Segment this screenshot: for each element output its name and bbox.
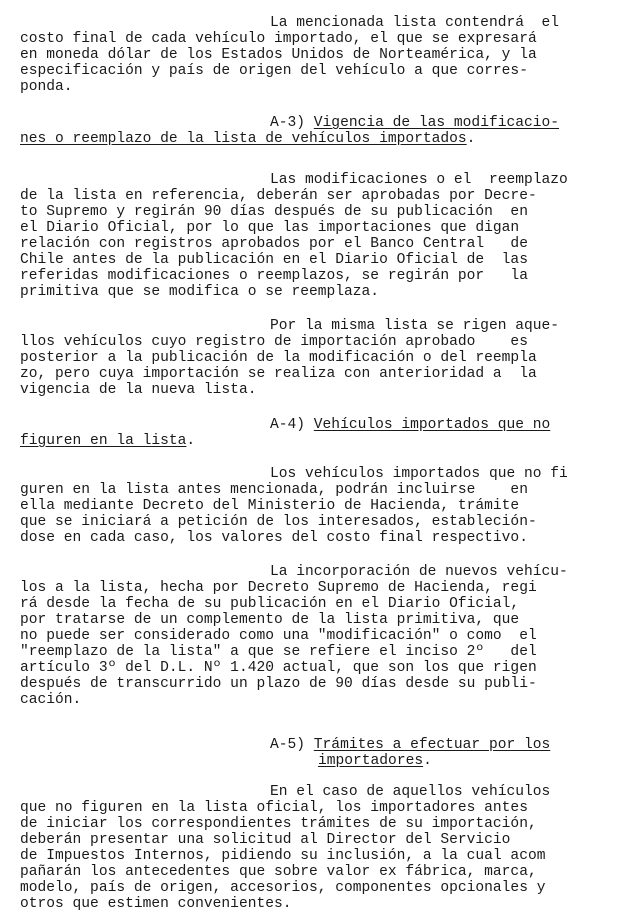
paragraph-line: modelo, país de origen, accesorios, componentes opcionales y	[20, 880, 546, 896]
paragraph-line: rá desde la fecha de su publicación en el Diario Oficial,	[20, 596, 520, 612]
paragraph-line: por tratarse de un complemento de la lista primitiva, que	[20, 612, 520, 628]
paragraph-line: posterior a la publicación de la modificación o del reempla	[20, 350, 537, 366]
paragraph-line: vigencia de la nueva lista.	[20, 382, 257, 398]
section-title-line2: importadores	[318, 753, 424, 769]
section-title-line1: Vigencia de las modificacio-	[313, 115, 560, 131]
paragraph-line: en moneda dólar de los Estados Unidos de Norteamérica, y la	[20, 47, 537, 63]
section-title-line2: nes o reemplazo de la lista de vehículos importados	[20, 131, 467, 147]
paragraph-line: dose en cada caso, los valores del costo final respectivo.	[20, 530, 528, 546]
paragraph-line: llos vehículos cuyo registro de importación aprobado es	[20, 334, 528, 350]
paragraph-line: de Impuestos Internos, pidiendo su inclusión, a la cual acom	[20, 848, 546, 864]
paragraph-line: cación.	[20, 692, 82, 708]
paragraph-line: artículo 3º del D.L. Nº 1.420 actual, que son los que rigen	[20, 660, 537, 676]
paragraph-line: En el caso de aquellos vehículos	[270, 784, 551, 800]
paragraph-line: Chile antes de la publicación en el Diario Oficial de las	[20, 252, 528, 268]
paragraph-line: de iniciar los correspondientes trámites de su importación,	[20, 816, 537, 832]
paragraph-line: no puede ser considerado como una "modificación" o como el	[20, 628, 537, 644]
paragraph-line: los a la lista, hecha por Decreto Supremo de Hacienda, regi	[20, 580, 537, 596]
paragraph-line: deberán presentar una solicitud al Director del Servicio	[20, 832, 511, 848]
paragraph-line: que no figuren en la lista oficial, los importadores antes	[20, 800, 528, 816]
paragraph-line: La mencionada lista contendrá el	[270, 15, 560, 31]
section-number: A-3)	[270, 115, 306, 131]
paragraph-line: que se iniciará a petición de los interesados, estableción-	[20, 514, 537, 530]
section-number: A-5)	[270, 737, 306, 753]
paragraph-line: Por la misma lista se rigen aque-	[270, 318, 560, 334]
paragraph-line: primitiva que se modifica o se reemplaza.	[20, 284, 380, 300]
paragraph-line: costo final de cada vehículo importado, el que se expresará	[20, 31, 537, 47]
section-number: A-4)	[270, 417, 306, 433]
paragraph-line: especificación y país de origen del vehículo a que corres-	[20, 63, 528, 79]
paragraph-line: "reemplazo de la lista" a que se refiere el inciso 2º del	[20, 644, 537, 660]
paragraph-line: el Diario Oficial, por lo que las importaciones que digan	[20, 220, 520, 236]
paragraph-line: de la lista en referencia, deberán ser aprobadas por Decre-	[20, 188, 537, 204]
section-title-line1: Trámites a efectuar por los	[313, 737, 551, 753]
paragraph-line: después de transcurrido un plazo de 90 días desde su publi-	[20, 676, 537, 692]
section-title-end: .	[186, 433, 196, 449]
paragraph-line: relación con registros aprobados por el Banco Central de	[20, 236, 528, 252]
paragraph-line: otros que estimen convenientes.	[20, 896, 292, 912]
paragraph-line: pañarán los antecedentes que sobre valor ex fábrica, marca,	[20, 864, 537, 880]
section-title-end: .	[423, 753, 432, 769]
paragraph-line: to Supremo y regirán 90 días después de su publicación en	[20, 204, 528, 220]
paragraph-line: zo, pero cuya importación se realiza con anterioridad a la	[20, 366, 537, 382]
section-title-line1: Vehículos importados que no	[313, 417, 551, 433]
paragraph-line: ella mediante Decreto del Ministerio de Hacienda, trámite	[20, 498, 520, 514]
paragraph-line: Las modificaciones o el reemplazo	[270, 172, 568, 188]
section-title-line2: figuren en la lista	[20, 433, 187, 449]
paragraph-line: referidas modificaciones o reemplazos, se regirán por la	[20, 268, 528, 284]
paragraph-line: guren en la lista antes mencionada, podrán incluirse en	[20, 482, 528, 498]
paragraph-line: La incorporación de nuevos vehícu-	[270, 564, 568, 580]
paragraph-line: Los vehículos importados que no fi	[270, 466, 568, 482]
paragraph-line: ponda.	[20, 79, 73, 95]
section-title-end: .	[466, 131, 476, 147]
